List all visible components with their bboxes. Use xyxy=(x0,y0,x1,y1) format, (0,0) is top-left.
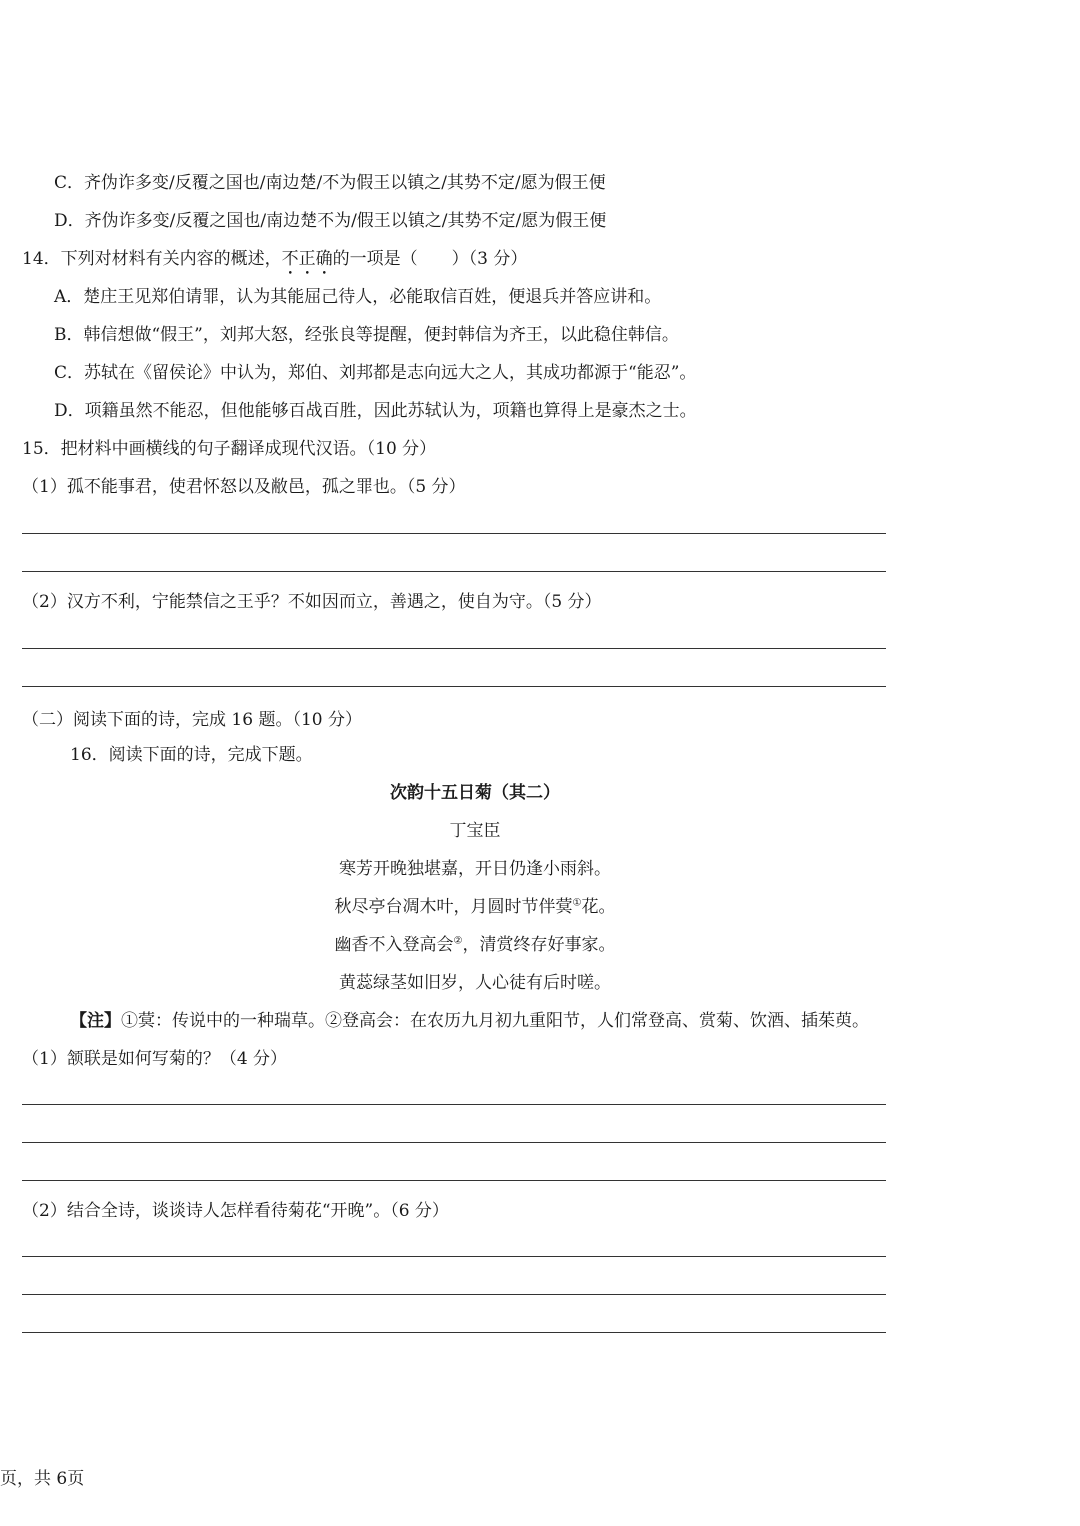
poem-line-4: 黄蕊绿茎如旧岁，人心徒有后时嗟。 xyxy=(339,973,611,993)
note-text: ①蓂：传说中的一种瑞草。②登高会：在农历九月初九重阳节，人们常登高、赏菊、饮酒、插茱萸。 xyxy=(121,1011,869,1031)
answer-line xyxy=(22,1104,886,1105)
answer-line xyxy=(22,1180,886,1181)
answer-line xyxy=(22,1294,886,1295)
q14-stem-pre: 14．下列对材料有关内容的概述， xyxy=(22,249,282,269)
q14-option-c: C．苏轼在《留侯论》中认为，郑伯、刘邦都是志向远大之人，其成功都源于“能忍”。 xyxy=(54,363,697,383)
poem-line-3-text: 幽香不入登高会 xyxy=(334,935,454,955)
poem-title: 次韵十五日菊（其二） xyxy=(390,783,560,803)
answer-line xyxy=(22,571,886,572)
footnote-mark-1: ① xyxy=(572,897,582,909)
poem-line-3 xyxy=(0,933,950,957)
q15-sub2: （2）汉方不利，宁能禁信之王乎？不如因而立，善遇之，使自为守。（5 分） xyxy=(22,592,602,612)
poem-line-1: 寒芳开晚独堪嘉，开日仍逢小雨斜。 xyxy=(339,859,611,879)
poem-line-2-text: 秋尽亭台凋木叶，月圆时节伴蓂 xyxy=(334,897,573,917)
footnote-mark-2: ② xyxy=(453,935,463,947)
answer-line xyxy=(22,1142,886,1143)
poem-line-2-end: 花。 xyxy=(581,897,616,917)
q16-stem: 16．阅读下面的诗，完成下题。 xyxy=(70,745,313,765)
section2-heading: （二）阅读下面的诗，完成 16 题。（10 分） xyxy=(22,710,362,730)
poem-note xyxy=(70,1009,869,1033)
q16-sub2: （2）结合全诗，谈谈诗人怎样看待菊花“开晚”。（6 分） xyxy=(22,1201,449,1221)
q14-option-b: B．韩信想做“假王”，刘邦大怒，经张良等提醒，便封韩信为齐王，以此稳住韩信。 xyxy=(54,325,679,345)
answer-line xyxy=(22,533,886,534)
q15-stem: 15．把材料中画横线的句子翻译成现代汉语。（10 分） xyxy=(22,439,437,459)
q16-sub1: （1）颔联是如何写菊的？（4 分） xyxy=(22,1049,288,1069)
answer-line xyxy=(22,648,886,649)
q14-stem-post: 的一项是（ ）（3 分） xyxy=(332,249,528,269)
answer-line xyxy=(22,1256,886,1257)
q13-option-d: D．齐伪诈多变/反覆之国也/南边楚不为/假王以镇之/其势不定/愿为假王便 xyxy=(54,211,607,231)
poem-line-2 xyxy=(0,895,950,919)
page-footer: 页，共 6页 xyxy=(0,1469,85,1489)
poem-line-3-end: ，清赏终存好事家。 xyxy=(462,935,616,955)
poem-author: 丁宝臣 xyxy=(449,821,501,841)
note-label: 【注】 xyxy=(70,1011,121,1031)
q14-option-a: A．楚庄王见郑伯请罪，认为其能屈己待人，必能取信百姓，便退兵并答应讲和。 xyxy=(54,287,662,307)
answer-line xyxy=(22,1332,886,1333)
q14-stem xyxy=(22,247,527,279)
q14-stem-emphasis: 不正确 xyxy=(281,249,333,269)
q13-option-c: C．齐伪诈多变/反覆之国也/南边楚/不为假王以镇之/其势不定/愿为假王便 xyxy=(54,173,606,193)
q15-sub1: （1）孤不能事君，使君怀怒以及敝邑，孤之罪也。（5 分） xyxy=(22,477,466,497)
q14-option-d: D．项籍虽然不能忍，但他能够百战百胜，因此苏轼认为，项籍也算得上是豪杰之士。 xyxy=(54,401,697,421)
answer-line xyxy=(22,686,886,687)
